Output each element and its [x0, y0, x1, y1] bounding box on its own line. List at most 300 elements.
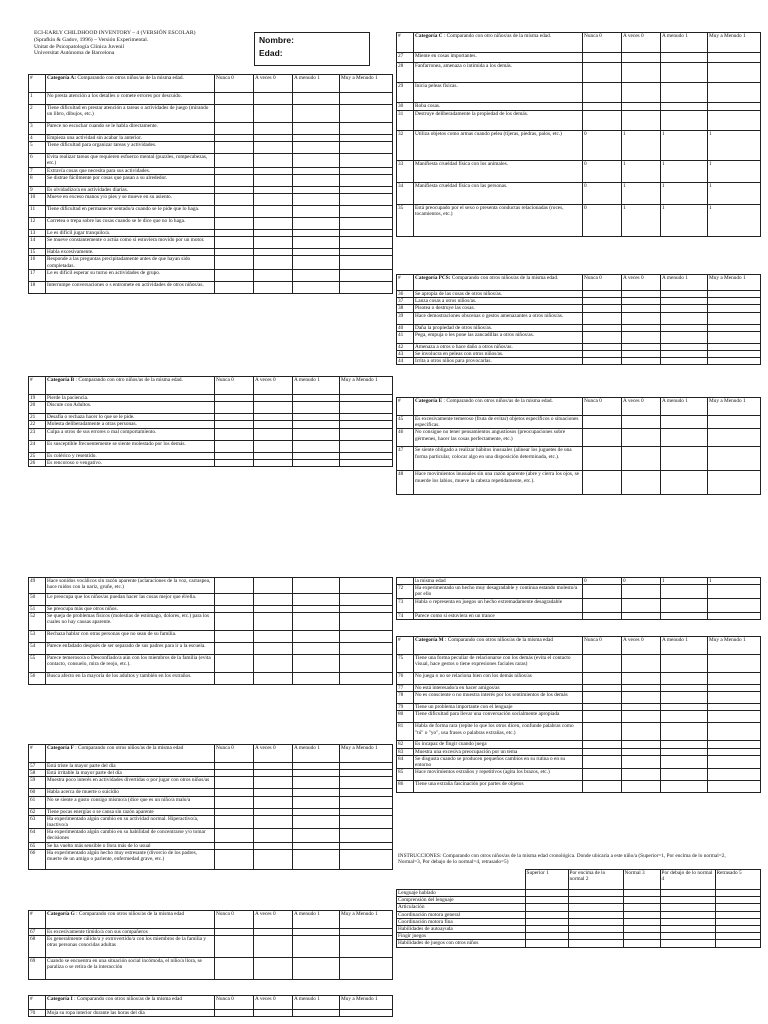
answer-cell[interactable]	[583, 711, 622, 723]
answer-cell[interactable]	[661, 741, 708, 748]
answer-cell[interactable]	[708, 723, 761, 741]
answer-cell[interactable]	[340, 459, 393, 466]
answer-cell[interactable]	[340, 249, 393, 256]
answer-cell[interactable]	[254, 135, 293, 142]
rating-cell[interactable]	[660, 933, 715, 940]
answer-cell[interactable]	[215, 459, 254, 466]
answer-cell[interactable]	[340, 414, 393, 421]
answer-cell[interactable]	[293, 842, 340, 849]
answer-cell[interactable]	[708, 748, 761, 755]
answer-cell[interactable]	[215, 796, 254, 808]
answer-cell[interactable]	[340, 673, 393, 685]
rating-cell[interactable]	[715, 940, 760, 947]
answer-cell[interactable]	[622, 343, 661, 350]
answer-cell[interactable]	[340, 578, 393, 594]
answer-cell[interactable]	[293, 770, 340, 777]
rating-cell[interactable]	[660, 897, 715, 904]
answer-cell[interactable]	[340, 594, 393, 606]
answer-cell[interactable]	[583, 685, 622, 692]
answer-cell[interactable]	[340, 142, 393, 154]
answer-cell[interactable]: 1	[708, 578, 761, 585]
rating-cell[interactable]	[715, 918, 760, 925]
answer-cell[interactable]	[661, 748, 708, 755]
answer-cell[interactable]	[583, 755, 622, 768]
answer-cell[interactable]	[583, 599, 622, 613]
answer-cell[interactable]	[583, 291, 622, 298]
answer-cell[interactable]	[661, 673, 708, 685]
answer-cell[interactable]	[215, 808, 254, 815]
answer-cell[interactable]	[661, 585, 708, 599]
answer-cell[interactable]	[215, 142, 254, 154]
answer-cell[interactable]	[215, 936, 254, 958]
answer-cell[interactable]	[215, 256, 254, 269]
answer-cell[interactable]	[293, 428, 340, 440]
answer-cell[interactable]	[708, 291, 761, 298]
answer-cell[interactable]	[583, 358, 622, 365]
answer-cell[interactable]	[293, 123, 340, 135]
answer-cell[interactable]	[293, 194, 340, 206]
answer-cell[interactable]	[340, 174, 393, 186]
answer-cell[interactable]	[622, 471, 661, 495]
answer-cell[interactable]	[708, 692, 761, 704]
answer-cell[interactable]	[340, 606, 393, 613]
answer-cell[interactable]	[708, 741, 761, 748]
answer-cell[interactable]	[293, 796, 340, 808]
rating-cell[interactable]	[623, 933, 660, 940]
answer-cell[interactable]	[340, 655, 393, 673]
answer-cell[interactable]	[708, 781, 761, 793]
answer-cell[interactable]	[254, 142, 293, 154]
answer-cell[interactable]	[215, 655, 254, 673]
answer-cell[interactable]	[622, 416, 661, 429]
answer-cell[interactable]	[340, 281, 393, 293]
rating-cell[interactable]	[568, 926, 623, 933]
answer-cell[interactable]	[583, 83, 622, 103]
answer-cell[interactable]	[708, 83, 761, 103]
answer-cell[interactable]	[293, 815, 340, 828]
answer-cell[interactable]	[583, 769, 622, 781]
answer-cell[interactable]	[622, 331, 661, 343]
answer-cell[interactable]	[340, 93, 393, 105]
answer-cell[interactable]	[215, 154, 254, 167]
rating-cell[interactable]	[623, 911, 660, 918]
answer-cell[interactable]	[622, 324, 661, 331]
answer-cell[interactable]	[215, 402, 254, 414]
answer-cell[interactable]	[254, 842, 293, 849]
answer-cell[interactable]	[622, 781, 661, 793]
rating-cell[interactable]	[623, 926, 660, 933]
answer-cell[interactable]	[583, 692, 622, 704]
answer-cell[interactable]	[340, 815, 393, 828]
answer-cell[interactable]	[708, 429, 761, 447]
answer-cell[interactable]	[622, 83, 661, 103]
answer-cell[interactable]	[254, 763, 293, 770]
rating-cell[interactable]	[525, 940, 568, 947]
answer-cell[interactable]	[215, 135, 254, 142]
answer-cell[interactable]	[622, 599, 661, 613]
answer-cell[interactable]	[293, 829, 340, 842]
answer-cell[interactable]	[215, 218, 254, 230]
answer-cell[interactable]	[622, 685, 661, 692]
answer-cell[interactable]	[293, 249, 340, 256]
answer-cell[interactable]	[293, 631, 340, 643]
answer-cell[interactable]	[254, 440, 293, 452]
answer-cell[interactable]	[622, 298, 661, 305]
answer-cell[interactable]	[254, 655, 293, 673]
answer-cell[interactable]	[293, 154, 340, 167]
answer-cell[interactable]	[622, 305, 661, 312]
answer-cell[interactable]	[622, 704, 661, 711]
answer-cell[interactable]	[254, 770, 293, 777]
answer-cell[interactable]	[254, 256, 293, 269]
answer-cell[interactable]: 1	[622, 205, 661, 237]
answer-cell[interactable]	[254, 452, 293, 459]
answer-cell[interactable]	[661, 291, 708, 298]
answer-cell[interactable]: 0	[622, 578, 661, 585]
answer-cell[interactable]	[215, 763, 254, 770]
answer-cell[interactable]	[340, 796, 393, 808]
answer-cell[interactable]	[708, 343, 761, 350]
answer-cell[interactable]	[215, 815, 254, 828]
answer-cell[interactable]	[661, 324, 708, 331]
rating-cell[interactable]	[568, 904, 623, 911]
answer-cell[interactable]	[215, 194, 254, 206]
answer-cell[interactable]	[215, 230, 254, 237]
answer-cell[interactable]	[340, 402, 393, 414]
answer-cell[interactable]	[215, 613, 254, 631]
answer-cell[interactable]	[254, 123, 293, 135]
answer-cell[interactable]	[583, 748, 622, 755]
rating-cell[interactable]	[660, 940, 715, 947]
answer-cell[interactable]	[583, 416, 622, 429]
answer-cell[interactable]: 1	[622, 183, 661, 205]
rating-cell[interactable]	[660, 926, 715, 933]
answer-cell[interactable]	[215, 1010, 254, 1017]
answer-cell[interactable]	[215, 631, 254, 643]
answer-cell[interactable]	[293, 849, 340, 869]
answer-cell[interactable]	[340, 452, 393, 459]
answer-cell[interactable]	[583, 103, 622, 111]
answer-cell[interactable]	[583, 741, 622, 748]
answer-cell[interactable]	[622, 103, 661, 111]
answer-cell[interactable]	[340, 194, 393, 206]
answer-cell[interactable]	[708, 613, 761, 620]
answer-cell[interactable]	[293, 269, 340, 281]
answer-cell[interactable]	[661, 692, 708, 704]
answer-cell[interactable]	[215, 428, 254, 440]
answer-cell[interactable]	[254, 206, 293, 218]
answer-cell[interactable]	[340, 849, 393, 869]
answer-cell[interactable]	[661, 312, 708, 324]
answer-cell[interactable]	[293, 93, 340, 105]
answer-cell[interactable]	[340, 421, 393, 428]
answer-cell[interactable]	[583, 723, 622, 741]
answer-cell[interactable]	[215, 237, 254, 249]
answer-cell[interactable]	[583, 351, 622, 358]
answer-cell[interactable]	[583, 312, 622, 324]
rating-cell[interactable]	[525, 897, 568, 904]
answer-cell[interactable]	[622, 723, 661, 741]
answer-cell[interactable]	[215, 770, 254, 777]
answer-cell[interactable]	[254, 789, 293, 796]
answer-cell[interactable]	[661, 755, 708, 768]
answer-cell[interactable]	[708, 63, 761, 83]
answer-cell[interactable]	[661, 416, 708, 429]
answer-cell[interactable]	[293, 256, 340, 269]
answer-cell[interactable]	[622, 53, 661, 63]
answer-cell[interactable]	[340, 186, 393, 193]
rating-cell[interactable]	[715, 926, 760, 933]
answer-cell[interactable]	[708, 585, 761, 599]
answer-cell[interactable]	[583, 429, 622, 447]
answer-cell[interactable]	[340, 395, 393, 402]
answer-cell[interactable]	[340, 269, 393, 281]
answer-cell[interactable]	[622, 692, 661, 704]
answer-cell[interactable]: 1	[622, 161, 661, 183]
answer-cell[interactable]	[661, 704, 708, 711]
answer-cell[interactable]	[661, 331, 708, 343]
answer-cell[interactable]	[215, 123, 254, 135]
answer-cell[interactable]	[254, 249, 293, 256]
answer-cell[interactable]	[708, 447, 761, 471]
answer-cell[interactable]	[293, 763, 340, 770]
answer-cell[interactable]	[340, 808, 393, 815]
answer-cell[interactable]	[254, 829, 293, 842]
answer-cell[interactable]	[215, 849, 254, 869]
answer-cell[interactable]	[293, 613, 340, 631]
rating-cell[interactable]	[568, 911, 623, 918]
answer-cell[interactable]	[708, 298, 761, 305]
answer-cell[interactable]	[254, 414, 293, 421]
rating-cell[interactable]	[715, 904, 760, 911]
answer-cell[interactable]	[583, 704, 622, 711]
rating-cell[interactable]	[715, 897, 760, 904]
answer-cell[interactable]	[661, 447, 708, 471]
answer-cell[interactable]	[293, 673, 340, 685]
answer-cell[interactable]	[254, 459, 293, 466]
answer-cell[interactable]	[622, 769, 661, 781]
answer-cell[interactable]	[340, 929, 393, 936]
answer-cell[interactable]	[293, 936, 340, 958]
answer-cell[interactable]	[340, 829, 393, 842]
answer-cell[interactable]	[661, 711, 708, 723]
answer-cell[interactable]	[622, 351, 661, 358]
answer-cell[interactable]	[661, 351, 708, 358]
rating-cell[interactable]	[568, 933, 623, 940]
answer-cell[interactable]: 1	[661, 131, 708, 161]
answer-cell[interactable]: 0	[583, 161, 622, 183]
answer-cell[interactable]	[254, 849, 293, 869]
answer-cell[interactable]	[293, 135, 340, 142]
rating-cell[interactable]	[568, 890, 623, 897]
answer-cell[interactable]	[293, 237, 340, 249]
answer-cell[interactable]	[583, 324, 622, 331]
answer-cell[interactable]	[254, 777, 293, 789]
answer-cell[interactable]	[340, 936, 393, 958]
rating-cell[interactable]	[715, 890, 760, 897]
rating-cell[interactable]	[623, 897, 660, 904]
answer-cell[interactable]	[215, 186, 254, 193]
answer-cell[interactable]: 1	[661, 183, 708, 205]
answer-cell[interactable]	[622, 429, 661, 447]
answer-cell[interactable]	[293, 789, 340, 796]
answer-cell[interactable]	[215, 643, 254, 655]
answer-cell[interactable]	[293, 578, 340, 594]
answer-cell[interactable]	[708, 599, 761, 613]
answer-cell[interactable]	[254, 936, 293, 958]
answer-cell[interactable]	[583, 53, 622, 63]
answer-cell[interactable]	[293, 281, 340, 293]
rating-cell[interactable]	[525, 911, 568, 918]
answer-cell[interactable]	[293, 808, 340, 815]
answer-cell[interactable]	[215, 594, 254, 606]
answer-cell[interactable]	[708, 711, 761, 723]
answer-cell[interactable]	[293, 594, 340, 606]
answer-cell[interactable]	[293, 230, 340, 237]
answer-cell[interactable]	[254, 186, 293, 193]
rating-cell[interactable]	[525, 933, 568, 940]
rating-cell[interactable]	[623, 904, 660, 911]
answer-cell[interactable]	[340, 135, 393, 142]
answer-cell[interactable]: 1	[708, 131, 761, 161]
answer-cell[interactable]	[661, 613, 708, 620]
answer-cell[interactable]	[293, 606, 340, 613]
answer-cell[interactable]	[622, 63, 661, 83]
answer-cell[interactable]	[254, 402, 293, 414]
answer-cell[interactable]	[708, 673, 761, 685]
answer-cell[interactable]	[583, 447, 622, 471]
answer-cell[interactable]: 1	[708, 183, 761, 205]
answer-cell[interactable]	[215, 578, 254, 594]
answer-cell[interactable]	[254, 93, 293, 105]
answer-cell[interactable]	[583, 331, 622, 343]
answer-cell[interactable]	[215, 421, 254, 428]
answer-cell[interactable]	[254, 395, 293, 402]
answer-cell[interactable]	[215, 281, 254, 293]
answer-cell[interactable]	[661, 53, 708, 63]
answer-cell[interactable]	[293, 459, 340, 466]
answer-cell[interactable]	[708, 111, 761, 131]
answer-cell[interactable]	[293, 777, 340, 789]
answer-cell[interactable]	[215, 105, 254, 123]
answer-cell[interactable]	[708, 53, 761, 63]
answer-cell[interactable]	[708, 324, 761, 331]
answer-cell[interactable]	[254, 154, 293, 167]
answer-cell[interactable]	[254, 643, 293, 655]
rating-cell[interactable]	[525, 890, 568, 897]
answer-cell[interactable]	[583, 305, 622, 312]
answer-cell[interactable]	[254, 606, 293, 613]
answer-cell[interactable]	[254, 1010, 293, 1017]
answer-cell[interactable]	[340, 105, 393, 123]
answer-cell[interactable]	[622, 358, 661, 365]
answer-cell[interactable]: 1	[661, 578, 708, 585]
answer-cell[interactable]	[622, 447, 661, 471]
answer-cell[interactable]	[622, 655, 661, 673]
answer-cell[interactable]	[340, 230, 393, 237]
answer-cell[interactable]	[622, 585, 661, 599]
answer-cell[interactable]	[293, 395, 340, 402]
rating-cell[interactable]	[568, 940, 623, 947]
answer-cell[interactable]	[708, 685, 761, 692]
answer-cell[interactable]	[583, 298, 622, 305]
answer-cell[interactable]	[340, 777, 393, 789]
answer-cell[interactable]	[661, 655, 708, 673]
answer-cell[interactable]	[293, 452, 340, 459]
rating-cell[interactable]	[660, 904, 715, 911]
answer-cell[interactable]: 1	[708, 205, 761, 237]
rating-cell[interactable]	[660, 890, 715, 897]
answer-cell[interactable]	[583, 655, 622, 673]
answer-cell[interactable]	[293, 218, 340, 230]
answer-cell[interactable]	[293, 167, 340, 174]
answer-cell[interactable]	[661, 429, 708, 447]
answer-cell[interactable]	[622, 711, 661, 723]
answer-cell[interactable]	[708, 358, 761, 365]
answer-cell[interactable]	[661, 63, 708, 83]
answer-cell[interactable]	[215, 958, 254, 980]
answer-cell[interactable]	[340, 842, 393, 849]
rating-cell[interactable]	[660, 911, 715, 918]
answer-cell[interactable]	[254, 230, 293, 237]
answer-cell[interactable]	[340, 1010, 393, 1017]
answer-cell[interactable]: 1	[661, 161, 708, 183]
answer-cell[interactable]	[708, 471, 761, 495]
answer-cell[interactable]	[254, 673, 293, 685]
answer-cell[interactable]	[293, 142, 340, 154]
answer-cell[interactable]	[254, 167, 293, 174]
rating-cell[interactable]	[715, 911, 760, 918]
answer-cell[interactable]	[254, 281, 293, 293]
answer-cell[interactable]	[215, 842, 254, 849]
answer-cell[interactable]	[583, 111, 622, 131]
answer-cell[interactable]	[215, 206, 254, 218]
answer-cell[interactable]	[661, 599, 708, 613]
answer-cell[interactable]	[215, 777, 254, 789]
answer-cell[interactable]	[340, 643, 393, 655]
answer-cell[interactable]: 0	[583, 131, 622, 161]
answer-cell[interactable]	[708, 331, 761, 343]
answer-cell[interactable]	[708, 769, 761, 781]
answer-cell[interactable]	[708, 755, 761, 768]
answer-cell[interactable]	[254, 613, 293, 631]
answer-cell[interactable]	[708, 704, 761, 711]
answer-cell[interactable]	[340, 763, 393, 770]
answer-cell[interactable]	[661, 83, 708, 103]
answer-cell[interactable]	[254, 958, 293, 980]
answer-cell[interactable]	[254, 929, 293, 936]
answer-cell[interactable]	[215, 395, 254, 402]
answer-cell[interactable]	[708, 312, 761, 324]
answer-cell[interactable]: 0	[583, 578, 622, 585]
answer-cell[interactable]	[661, 343, 708, 350]
answer-cell[interactable]	[215, 789, 254, 796]
answer-cell[interactable]	[661, 723, 708, 741]
answer-cell[interactable]: 0	[583, 183, 622, 205]
answer-cell[interactable]	[340, 789, 393, 796]
rating-cell[interactable]	[525, 904, 568, 911]
answer-cell[interactable]	[293, 402, 340, 414]
answer-cell[interactable]	[622, 673, 661, 685]
answer-cell[interactable]	[661, 781, 708, 793]
answer-cell[interactable]	[254, 808, 293, 815]
answer-cell[interactable]	[340, 123, 393, 135]
answer-cell[interactable]	[254, 218, 293, 230]
answer-cell[interactable]	[293, 958, 340, 980]
answer-cell[interactable]	[293, 655, 340, 673]
answer-cell[interactable]: 0	[583, 205, 622, 237]
answer-cell[interactable]	[661, 471, 708, 495]
